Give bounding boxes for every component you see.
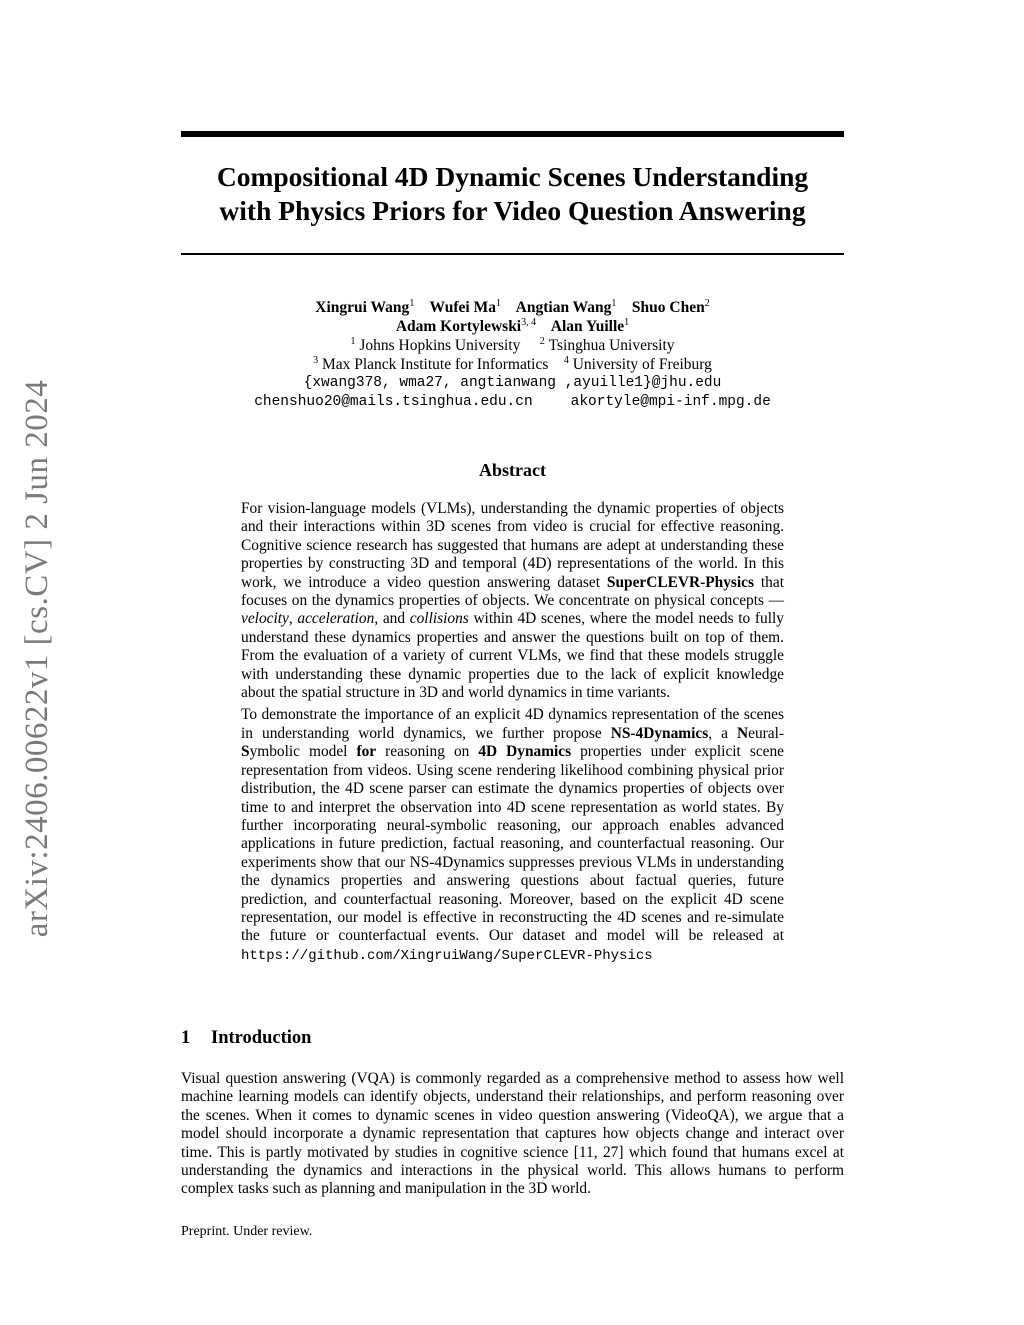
author-name: Alan Yuille [550, 318, 625, 335]
section-heading-introduction [181, 1028, 844, 1049]
section-title: Introduction [211, 1028, 312, 1048]
email: chenshuo20@mails.tsinghua.edu.cn [254, 394, 533, 410]
affiliation: Johns Hopkins University [359, 337, 521, 354]
author-block [181, 298, 844, 412]
affiliation: University of Freiburg [572, 356, 712, 373]
affiliation: Max Planck Institute for Informatics [321, 356, 549, 373]
affiliations-line-2: $^3$ Max Planck Institute for Informatics $^4$ University of Freiburg [313, 355, 712, 373]
section-number: 1 [181, 1028, 191, 1048]
paper-title [181, 160, 844, 228]
author-name: Angtian Wang [515, 299, 612, 316]
title-line-1: Compositional 4D Dynamic Scenes Understanding [216, 161, 809, 192]
title-bottom-rule [181, 253, 844, 255]
title-line-2: with Physics Priors for Video Question Answering [219, 195, 806, 226]
abstract-heading: Abstract [479, 460, 546, 480]
author-names-line-1: Xingrui Wang$^1$ Wufei Ma$^1$ Angtian Wang$^1$ Shuo Chen$^2$ [315, 298, 710, 316]
abstract-body [241, 500, 784, 969]
dataset-name: SuperCLEVR-Physics [606, 573, 754, 591]
footer-note: Preprint. Under review. [181, 1224, 313, 1239]
email-line-2 [181, 393, 844, 412]
email: akortyle@mpi-inf.mpg.de [570, 394, 771, 410]
title-top-rule [181, 131, 844, 137]
affiliation: Tsinghua University [548, 337, 675, 354]
arxiv-stamp-text: arXiv:2406.00622v1 [cs.CV] 2 Jun 2024 [19, 379, 56, 937]
introduction-paragraph-1: Visual question answering (VQA) is commonly regarded as a comprehensive method to assess how well machine learning models can identify objects, understand their relationships, and perform reasoning over the scenes. When it comes to dynamic scenes in video question answering (VideoQA), we argue that a model should incorporate a dynamic representation that captures how objects change and interact over time. This is partly motivated by studies in cognitive science [11, 27] which found that humans excel at understanding the dynamics and interactions in the physical world. This allows humans to perform complex tasks such as planning and manipulation in the 3D world. [181, 1070, 844, 1198]
author-name: Shuo Chen [631, 299, 705, 316]
author-name: Wufei Ma [429, 299, 496, 316]
author-name: Xingrui Wang [315, 299, 410, 316]
affiliations-line-1: $^1$ Johns Hopkins University $^2$ Tsinghua University [350, 336, 675, 354]
model-name: NS-4Dynamics [610, 724, 709, 742]
introduction-body [181, 1070, 844, 1199]
author-name: Adam Kortylewski [395, 318, 522, 335]
repository-link[interactable]: https://github.com/XingruiWang/SuperCLEVR-Physics [241, 947, 653, 964]
author-names-line-2: Adam Kortylewski$^{3, 4}$ Alan Yuille$^1$ [395, 317, 630, 335]
abstract-paragraph-2: To demonstrate the importance of an explicit 4D dynamics representation of the scenes in understanding world dynamics, we further propose NS-4Dynamics, a Neural-Symbolic model for reasoning on 4D Dynamics properties under explicit scene representation from videos. Using scene rendering likelihood combining physical prior distribution, the 4D scene parser can estimate the dynamics properties of objects over time to and interpret the observation into 4D scene representation as world states. By further incorporating neural-symbolic reasoning, our approach enables advanced applications in future prediction, factual reasoning, and counterfactual reasoning. Our experiments show that our NS-4Dynamics suppresses previous VLMs in understanding the dynamics properties and answering questions about factual queries, future prediction, and counterfactual reasoning. Moreover, based on the explicit 4D scene representation, our model is effective in reconstructing the 4D scenes and re-simulate the future or counterfactual events. Our dataset and model will be released at https://github.com/XingruiWang/SuperCLEVR-Physics [241, 706, 785, 964]
arxiv-stamp [8, 358, 68, 958]
abstract-paragraph-1: For vision-language models (VLMs), understanding the dynamic properties of objects and their interactions within 3D scenes from video is crucial for effective reasoning. Cognitive science research has suggested that humans are adept at understanding these properties by constructing 3D and temporal (4D) representations of the world. In this work, we introduce a video question answering dataset SuperCLEVR-Physics that focuses on the dynamics properties of objects. We concentrate on physical concepts — velocity, acceleration, and collisions within 4D scenes, where the model needs to fully understand these dynamics properties and answer the questions built on top of them. From the evaluation of a variety of current VLMs, we find that these models struggle with understanding these dynamic properties due to the lack of explicit knowledge about the spatial structure in 3D and world dynamics in time variants. [241, 500, 784, 702]
email-line-1: {xwang378, wma27, angtianwang ,ayuille1}@jhu.edu [303, 375, 722, 391]
